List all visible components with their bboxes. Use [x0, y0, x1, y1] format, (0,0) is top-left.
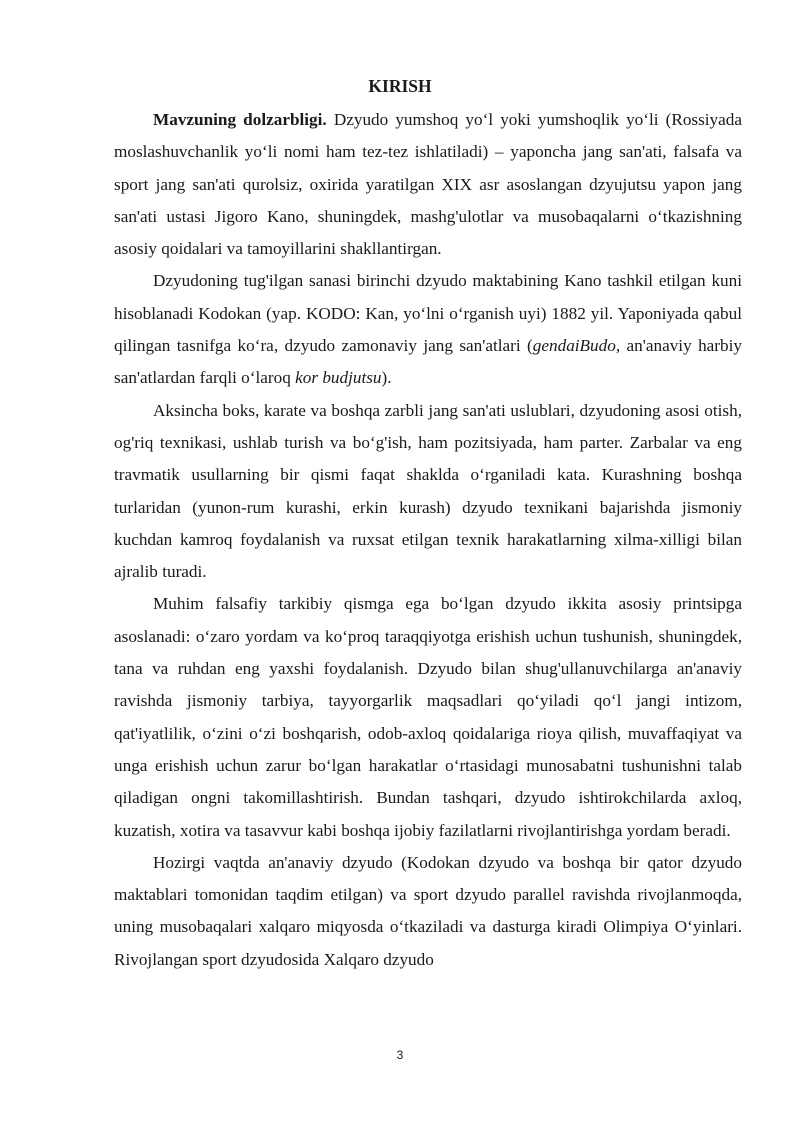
paragraph-techniques: Aksincha boks, karate va boshqa zarbli jang san'ati uslublari, dzyudoning asosi otish, og'riq texnikasi, ushlab turish va bo‘g'ish, ham pozitsiyada, ham parter. Zarbalar va eng travmatik usullarning bir qismi faqat shaklda o‘rganiladi kata. Kurashning boshqa turlaridan (yunon-rum kurashi, erkin kurash) dzyudo texnikani bajarishda jismoniy kuchdan kamroq foydalanish va ruxsat etilgan texnik harakatlarning xilma-xilligi bilan ajralib turadi.: [114, 400, 742, 582]
paragraph-lead: Mavzuning dolzarbligi.: [153, 110, 327, 129]
paragraph-history: [114, 265, 742, 394]
section-heading: KIRISH: [368, 76, 432, 96]
body-text: [114, 104, 742, 976]
paragraph-text: ).: [381, 368, 392, 388]
paragraph-relevance: [114, 104, 742, 265]
paragraph-principles: Muhim falsafiy tarkibiy qismga ega bo‘lgan dzyudo ikkita asosiy printsipga asoslanadi: o‘zaro yordam va ko‘proq taraqqiyotga erishish uchun tushunish, shuningdek, tana va ruhdan eng yaxshi foydalanish. Dzyudo bilan shug'ullanuvchilarga an'anaviy ravishda jismoniy tarbiya, tayyorgarlik maqsadlari qo‘yiladi qo‘l jangi intizom, qat'iyatlilik, o‘zini o‘zi boshqarish, odob-axloq qoidalariga rioya qilish, muvaffaqiyat va unga erishish uchun zarur bo‘lgan harakatlar o‘rtasidagi munosabatni tushunishni talab qiladigan ongni takomillashtirish. Bundan tashqari, dzyudo ishtirokchilarda axloq, kuzatish, xotira va tasavvur kabi boshqa ijobiy fazilatlarni rivojlantirishga yordam beradi.: [114, 594, 742, 840]
italic-term: gendaiBudo,: [532, 336, 621, 356]
paragraph-text: Dzyudo yumshoq yo‘l yoki yumshoqlik yo‘li (Rossiyada moslashuvchanlik yo‘li nomi ham tez-tez ishlatiladi) – yaponcha jang san'ati, falsafa va sport jang san'ati qurolsiz, oxirida yaratilgan XIX asr asoslangan dzyujutsu yapon jang san'ati ustasi Jigoro Kano, shuningdek, mashg'ulotlar va musobaqalarni o‘tkazishning asosiy qoidalari va tamoyillarini shakllantirgan.: [114, 110, 743, 259]
paragraph-modern: Hozirgi vaqtda an'anaviy dzyudo (Kodokan dzyudo va boshqa bir qator dzyudo maktablari tomonidan taqdim etilgan) va sport dzyudo parallel ravishda rivojlanmoqda, uning musobaqalari xalqaro miqyosda o‘tkaziladi va dasturga kiradi Olimpiya O‘yinlari. Rivojlangan sport dzyudosida Xalqaro dzyudo: [114, 852, 742, 969]
page-number: 3: [396, 1048, 404, 1062]
paragraph-text: an'anaviy harbiy san'atlardan farqli o‘laroq: [114, 336, 742, 388]
paragraph-text: Dzyudoning tug'ilgan sanasi birinchi dzyudo maktabining Kano tashkil etilgan kuni hisoblanadi Kodokan (yap. KODO: Kan, yo‘lni o‘rganish uyi) 1882 yil. Yaponiyada qabul qilingan tasnifga ko‘ra, dzyudo zamonaviy jang san'atlari (: [114, 271, 742, 356]
italic-term: kor budjutsu: [295, 368, 382, 388]
